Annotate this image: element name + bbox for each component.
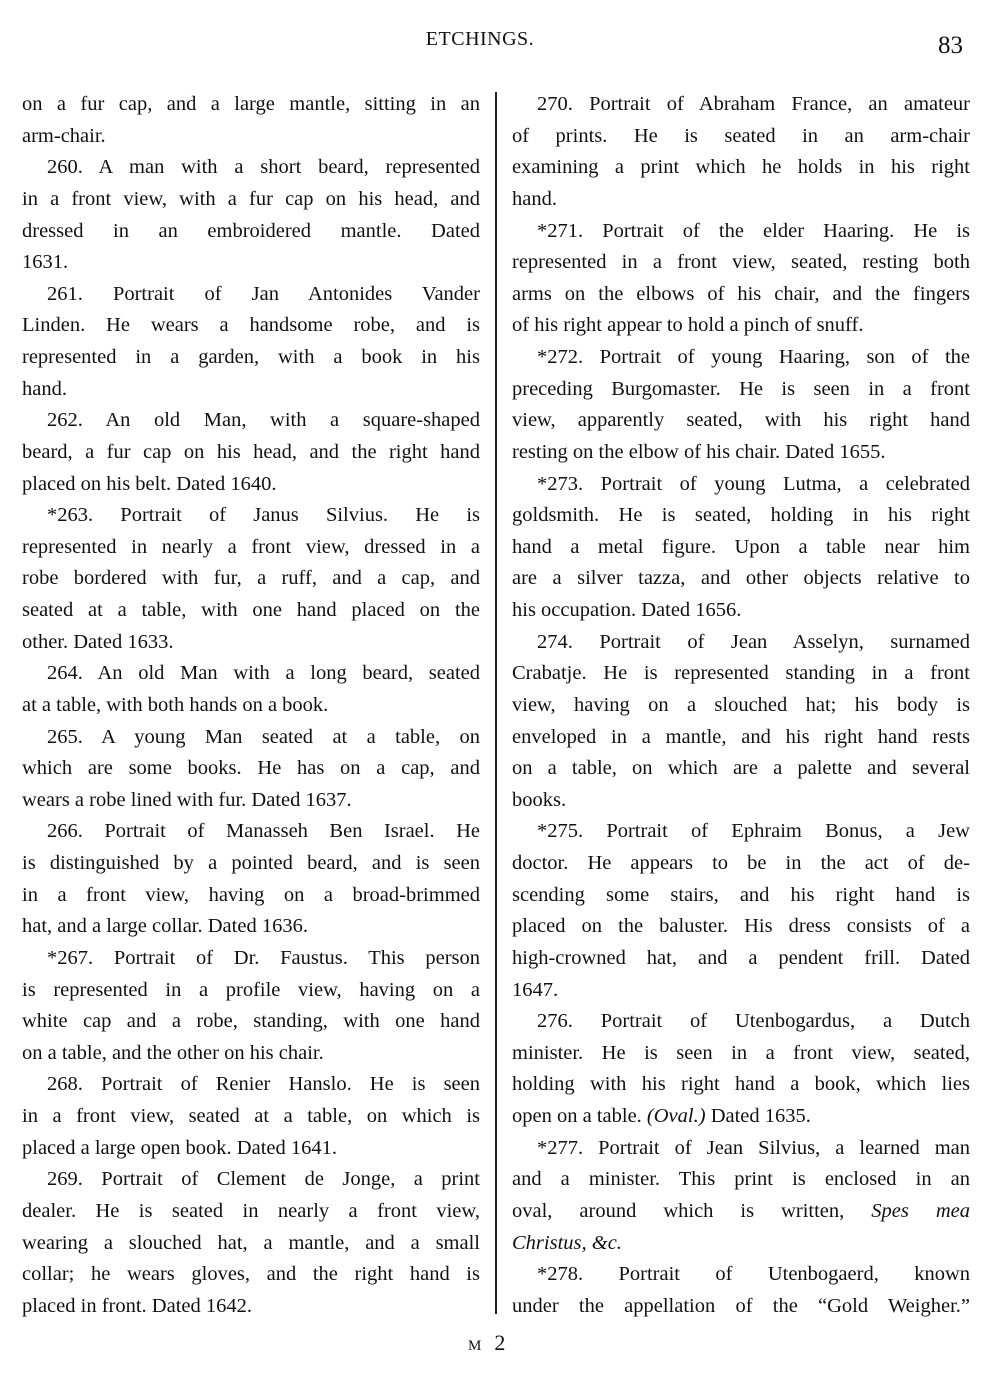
text-line [512,469,970,501]
signature-number: 2 [494,1330,506,1355]
line-text: white cap and a robe, standing, with one hand [22,1010,480,1033]
text-line [22,785,480,817]
text-line [512,1133,970,1165]
text-line [512,943,970,975]
text-line [512,563,970,595]
line-text: are a silver tazza, and other objects relative to [512,567,970,590]
text-line [512,310,970,342]
text-line [22,658,480,690]
signature-mark [468,1330,505,1356]
line-text: 266. Portrait of Manasseh Ben Israel. He [47,820,480,843]
text-line [512,1291,970,1323]
text-line [512,342,970,374]
text-line [22,1069,480,1101]
line-text: 268. Portrait of Renier Hanslo. He is seen [47,1073,480,1096]
text-line [512,279,970,311]
line-text: minister. He is seen in a front view, seated, [512,1041,970,1064]
text-line [22,405,480,437]
line-text: 1647. [512,978,559,1001]
line-text: *267. Portrait of Dr. Faustus. This person [47,946,480,969]
text-line [512,374,970,406]
text-line [512,1069,970,1101]
text-line [22,975,480,1007]
text-line [512,152,970,184]
line-text: *272. Portrait of young Haaring, son of the [537,346,970,368]
text-line [22,437,480,469]
text-line [512,816,970,848]
line-text: *273. Portrait of young Lutma, a celebrated [537,472,970,495]
line-text: on a table, on which are a palette and several [512,757,970,780]
line-text: on a table, and the other on his chair. [22,1041,324,1064]
text-line [22,848,480,880]
line-text: 265. A young Man seated at a table, on [47,725,480,748]
line-text: 262. An old Man, with a square-shaped [47,409,480,432]
text-line [22,152,480,184]
text-line [512,1259,970,1291]
line-text: seated at a table, with one hand placed on the [22,599,480,621]
text-line [22,563,480,595]
line-text: books. [512,788,567,811]
text-line [22,1006,480,1038]
text-line [22,1228,480,1260]
text-line [22,816,480,848]
text-line [22,880,480,912]
text-line [22,1133,480,1165]
line-text: *278. Portrait of Utenbogaerd, known [537,1263,970,1286]
text-line [512,848,970,880]
text-line [512,1101,970,1133]
text-line [22,247,480,279]
text-line [512,405,970,437]
line-text: 264. An old Man with a long beard, seated [47,662,480,685]
text-line [512,595,970,627]
line-text: 1631. [22,251,69,274]
text-line [512,89,970,121]
line-text: placed a large open book. Dated 1641. [22,1136,337,1159]
text-line [512,121,970,153]
line-text: wearing a slouched hat, a mantle, and a small [22,1231,480,1254]
text-line [22,374,480,406]
line-text: represented in a garden, with a book in his [22,346,480,368]
text-line [512,1228,970,1260]
text-line [22,532,480,564]
text-line [22,216,480,248]
line-text: and a minister. This print is enclosed in an [512,1168,970,1191]
signature-letter: M [468,1338,483,1354]
line-text: hat, and a large collar. Dated 1636. [22,915,308,938]
text-line [512,785,970,817]
line-text: Crabatje. He is represented standing in a front [512,662,970,685]
line-text: hand. [22,377,67,400]
line-text: resting on the elbow of his chair. Dated 1655. [512,440,886,463]
line-text: in a front view, seated at a table, on which is [22,1105,480,1127]
line-text: is distinguished by a pointed beard, and is seen [22,852,480,874]
text-line [512,247,970,279]
text-line [22,595,480,627]
text-line [22,753,480,785]
line-text: 274. Portrait of Jean Asselyn, surnamed [537,630,970,653]
line-text: 261. Portrait of Jan Antonides Vander [47,282,480,305]
line-text: in a front view, having on a broad-brimmed [22,883,480,906]
text-line [512,658,970,690]
italic-text: Spes mea [871,1199,971,1222]
page-number: 83 [938,32,963,59]
line-text: view, having on a slouched hat; his body is [512,693,970,716]
line-text: arms on the elbows of his chair, and the fingers [512,282,970,305]
text-line [22,89,480,121]
line-text: oval, around which is written, [512,1199,872,1222]
text-line [22,279,480,311]
text-line [22,1038,480,1070]
column-divider [495,92,497,1314]
text-line [22,1196,480,1228]
text-line [22,1259,480,1291]
text-line [512,627,970,659]
line-text: scending some stairs, and his right hand is [512,883,970,906]
text-line [22,121,480,153]
running-header-title: ETCHINGS. [425,28,535,50]
left-column [22,89,480,1322]
text-line [512,975,970,1007]
line-text: beard, a fur cap on his head, and the right hand [22,440,480,463]
line-text: *271. Portrait of the elder Haaring. He is [537,219,970,242]
text-line [512,1164,970,1196]
text-line [22,1164,480,1196]
text-line [512,500,970,532]
text-line [22,943,480,975]
text-line [512,911,970,943]
line-text: 270. Portrait of Abraham France, an amateur [537,93,970,115]
text-line [22,469,480,501]
line-text: 276. Portrait of Utenbogardus, a Dutch [537,1010,970,1033]
line-text: of his right appear to hold a pinch of snuff. [512,314,864,337]
line-text: view, apparently seated, with his right hand [512,409,970,432]
line-text: of prints. He is seated in an arm-chair [512,124,970,147]
line-text: examining a print which he holds in his right [512,156,970,179]
text-line [512,690,970,722]
line-text: 269. Portrait of Clement de Jonge, a print [47,1168,480,1191]
text-line [22,690,480,722]
italic-text: Christus, &c. [512,1231,622,1254]
line-text: on a fur cap, and a large mantle, sitting in an [22,93,480,115]
text-line [512,1038,970,1070]
line-text: under the appellation of the “Gold Weigher.” [512,1294,970,1317]
text-line [512,1196,970,1228]
text-line [512,216,970,248]
text-line [22,310,480,342]
text-line [512,722,970,754]
line-text: his occupation. Dated 1656. [512,599,742,621]
line-text: represented in a front view, seated, resting both [512,251,970,274]
line-text: *277. Portrait of Jean Silvius, a learned man [537,1136,970,1159]
line-text: which are some books. He has on a cap, and [22,757,480,780]
line-text: dressed in an embroidered mantle. Dated [22,219,480,242]
line-text: hand a metal figure. Upon a table near him [512,535,970,558]
text-line [22,184,480,216]
line-text: high-crowned hat, and a pendent frill. Dated [512,946,970,969]
text-line [22,627,480,659]
line-text: Linden. He wears a handsome robe, and is [22,314,480,337]
line-text: *263. Portrait of Janus Silvius. He is [47,504,480,527]
line-text: is represented in a profile view, having on a [22,978,480,1001]
line-text: robe bordered with fur, a ruff, and a cap, and [22,567,480,590]
line-text: goldsmith. He is seated, holding in his right [512,504,970,527]
text-line [22,500,480,532]
line-text: in a front view, with a fur cap on his head, and [22,187,480,210]
text-line [512,184,970,216]
line-text: arm-chair. [22,124,106,147]
line-text: *275. Portrait of Ephraim Bonus, a Jew [537,820,970,843]
italic-text: (Oval.) [646,1105,706,1127]
line-text: at a table, with both hands on a book. [22,693,329,716]
right-column [512,89,970,1322]
line-text: Dated 1635. [705,1105,811,1127]
text-line [22,1291,480,1323]
text-line [22,342,480,374]
line-text: placed on the baluster. His dress consists of a [512,915,970,938]
text-line [512,437,970,469]
line-text: placed in front. Dated 1642. [22,1294,252,1317]
line-text: dealer. He is seated in nearly a front view, [22,1199,480,1222]
line-text: collar; he wears gloves, and the right hand is [22,1263,480,1286]
line-text: wears a robe lined with fur. Dated 1637. [22,788,352,811]
text-line [512,753,970,785]
line-text: other. Dated 1633. [22,630,174,653]
line-text: open on a table. [512,1105,647,1127]
text-line [22,722,480,754]
line-text: doctor. He appears to be in the act of de- [512,852,970,874]
line-text: represented in nearly a front view, dressed in a [22,535,480,558]
line-text: 260. A man with a short beard, represented [47,156,480,179]
text-line [512,532,970,564]
line-text: preceding Burgomaster. He is seen in a front [512,377,970,400]
text-line [22,1101,480,1133]
line-text: hand. [512,187,557,210]
line-text: placed on his belt. Dated 1640. [22,472,277,495]
text-line [512,880,970,912]
text-line [512,1006,970,1038]
line-text: enveloped in a mantle, and his right hand rests [512,725,970,748]
text-line [22,911,480,943]
line-text: holding with his right hand a book, which lies [512,1073,970,1096]
